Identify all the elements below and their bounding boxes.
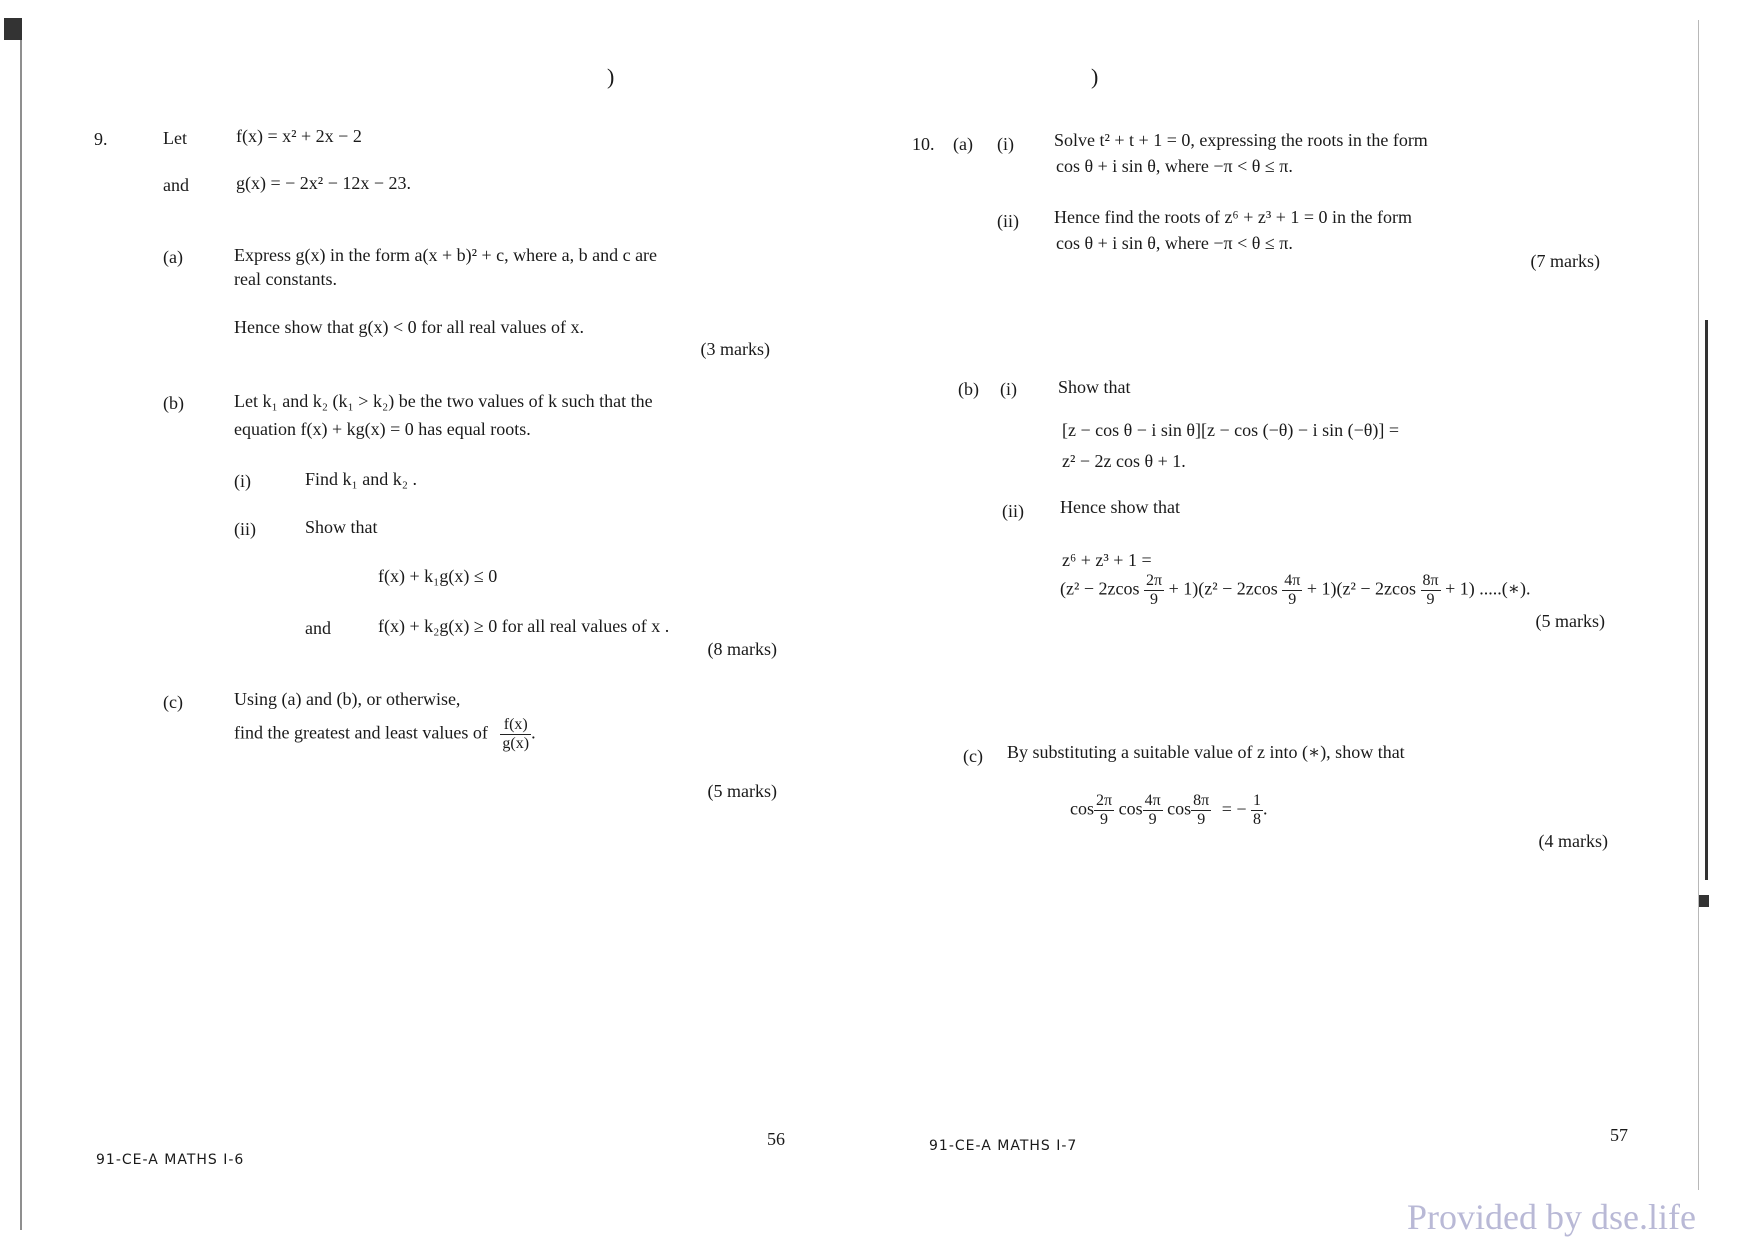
frac-den: 9 — [1148, 811, 1157, 828]
part-b-ii-text: Show that — [305, 517, 378, 537]
scan-edge-right-thin — [1698, 20, 1699, 1190]
eq2-part1: (z² − 2zcos — [1060, 578, 1140, 599]
frac-den: 9 — [1288, 591, 1297, 608]
part-b-i-eq2: z² − 2z cos θ + 1. — [1062, 451, 1186, 471]
frac-den: 9 — [1150, 591, 1159, 608]
question-number: 10. — [912, 134, 935, 154]
fraction-2pi-9 — [1144, 572, 1164, 609]
f-definition: f(x) = x² + 2x − 2 — [236, 126, 362, 146]
part-a-line2: real constants. — [234, 269, 337, 289]
part-b-i-label: (i) — [1000, 379, 1017, 399]
part-b-i-eq1: [z − cos θ − i sin θ][z − cos (−θ) − i sin (−θ)] = — [1062, 420, 1399, 440]
frac-den: 9 — [1426, 591, 1435, 608]
frac-num: 1 — [1253, 792, 1262, 809]
scan-mark-right — [1699, 895, 1709, 907]
scan-edge-left — [20, 20, 22, 1230]
frac-num: 4π — [1144, 792, 1161, 809]
frac-den: 8 — [1253, 811, 1262, 828]
fraction-8pi-9 — [1421, 572, 1441, 609]
page-number: 56 — [767, 1129, 785, 1149]
part-c-marks: (5 marks) — [707, 781, 777, 801]
fraction-denominator: g(x) — [502, 735, 530, 752]
frac-den: 9 — [1100, 811, 1109, 828]
part-b-i-text: Find k₁ and k₂ . — [305, 469, 418, 489]
g-definition: g(x) = − 2x² − 12x − 23. — [236, 173, 411, 193]
eq2-part2: + 1)(z² − 2zcos — [1168, 578, 1278, 599]
let-label: Let — [163, 128, 187, 148]
part-a-marks: (3 marks) — [700, 339, 770, 359]
part-b-i-label: (i) — [234, 471, 251, 491]
footer-code: 91-CE-A MATHS I-7 — [929, 1138, 1078, 1154]
part-b-ii-label: (ii) — [234, 519, 256, 539]
frac-num: 4π — [1284, 572, 1301, 589]
frac-num: 2π — [1146, 572, 1163, 589]
eq2-part4: + 1) .....(∗). — [1445, 578, 1531, 599]
fraction-f-over-g — [500, 716, 531, 753]
fraction-4pi-9 — [1282, 572, 1302, 609]
part-c-identity — [1070, 792, 1268, 829]
watermark: Provided by dse.life — [1407, 1197, 1696, 1237]
part-c-line2-text: find the greatest and least values of — [234, 722, 488, 743]
scan-mark-topleft — [4, 18, 22, 40]
part-a-line1: Express g(x) in the form a(x + b)² + c, where a, b and c are — [234, 245, 658, 265]
part-a-ii-label: (ii) — [997, 211, 1019, 231]
fraction-numerator: f(x) — [500, 716, 531, 735]
scan-edge-right — [1705, 320, 1708, 880]
part-b-line1: Let k₁ and k₂ (k₁ > k₂) be the two values of k such that the — [234, 391, 653, 411]
part-a-line3: Hence show that g(x) < 0 for all real values of x. — [234, 317, 585, 337]
fraction-2pi-9 — [1094, 792, 1114, 829]
part-c-label: (c) — [163, 692, 183, 712]
part-a-i-line2: cos θ + i sin θ, where −π < θ ≤ π. — [1056, 156, 1293, 176]
part-c-label: (c) — [963, 746, 983, 766]
part-b-label: (b) — [163, 393, 184, 413]
part-b-marks: (8 marks) — [707, 639, 777, 659]
and-label-2: and — [305, 618, 331, 638]
part-a-ii-line2: cos θ + i sin θ, where −π < θ ≤ π. — [1056, 233, 1293, 253]
scan-bracket-left: ) — [607, 64, 615, 89]
part-a-label: (a) — [953, 134, 973, 154]
part-b-ii-label: (ii) — [1002, 501, 1024, 521]
part-c-marks: (4 marks) — [1538, 831, 1608, 851]
cos-3: cos — [1167, 798, 1192, 819]
scan-bracket-right: ) — [1091, 64, 1099, 89]
part-a-i-line1: Solve t² + t + 1 = 0, expressing the roots in the form — [1054, 130, 1428, 150]
part-a-label: (a) — [163, 247, 183, 267]
part-c-line1: Using (a) and (b), or otherwise, — [234, 689, 461, 709]
and-label: and — [163, 175, 189, 195]
frac-den: 9 — [1197, 811, 1206, 828]
inequality-1: f(x) + k₁g(x) ≤ 0 — [378, 566, 498, 586]
eq2-part3: + 1)(z² − 2zcos — [1306, 578, 1417, 599]
part-b-label: (b) — [958, 379, 979, 399]
end-dot: . — [1263, 798, 1268, 819]
frac-num: 2π — [1096, 792, 1113, 809]
equals-minus: = − — [1221, 798, 1247, 819]
part-b-line2: equation f(x) + kg(x) = 0 has equal roots. — [234, 419, 531, 439]
part-b-ii-text: Hence show that — [1060, 497, 1180, 517]
inequality-2: f(x) + k₂g(x) ≥ 0 for all real values of x . — [378, 616, 670, 636]
page-number: 57 — [1610, 1125, 1628, 1145]
part-a-marks: (7 marks) — [1530, 251, 1600, 271]
question-number: 9. — [94, 129, 108, 149]
part-b-marks: (5 marks) — [1535, 611, 1605, 631]
part-a-ii-line1: Hence find the roots of z⁶ + z³ + 1 = 0 in the form — [1054, 207, 1413, 227]
footer-code: 91-CE-A MATHS I-6 — [96, 1152, 245, 1168]
part-b-i-text: Show that — [1058, 377, 1131, 397]
frac-num: 8π — [1193, 792, 1210, 809]
fraction-1-8 — [1251, 792, 1263, 829]
part-c-text: By substituting a suitable value of z into (∗), show that — [1007, 742, 1405, 762]
fraction-4pi-9 — [1143, 792, 1163, 829]
cos-1: cos — [1070, 798, 1094, 819]
part-b-ii-eq2 — [1060, 572, 1530, 609]
part-b-ii-eq1: z⁶ + z³ + 1 = — [1062, 550, 1152, 570]
part-a-i-label: (i) — [997, 134, 1014, 154]
fraction-8pi-9 — [1191, 792, 1211, 829]
cos-2: cos — [1118, 798, 1143, 819]
part-c-line2: find the greatest and least values of $\frac{f(x)}{g(x)}$ . — [234, 716, 536, 752]
frac-num: 8π — [1422, 572, 1439, 589]
